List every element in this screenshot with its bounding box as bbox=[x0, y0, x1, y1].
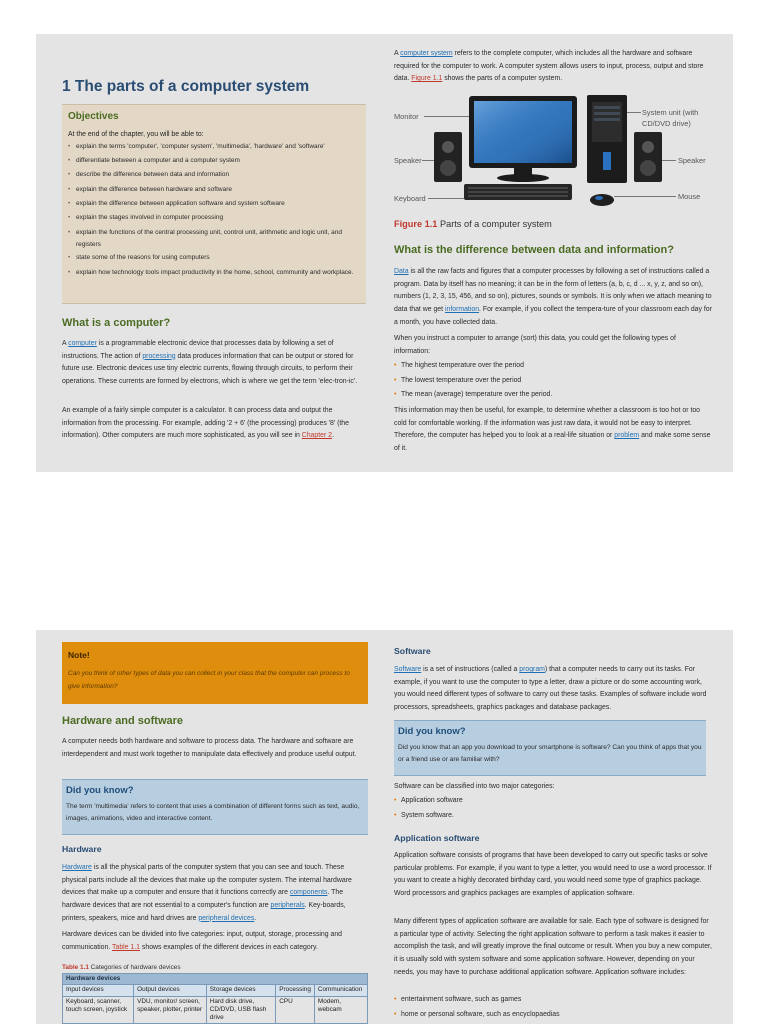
note-box bbox=[62, 642, 368, 704]
objectives-list bbox=[68, 140, 360, 279]
data-info-para-1: Data is all the raw facts and figures that a computer processes by following a set of instructions called a program. Data by itself has no meaning; it can be in the form of letters (a, b, c, d ... x, y, z, and so on), numbers (1, 2, 3, 15, 456, and so on), pictures, sounds or symbols. It is only when we attach meaning to data that we get information. For example, if you collect the tempera-ture of your classroom each day for a month, you have collected data. bbox=[394, 268, 712, 326]
link-components[interactable]: components bbox=[289, 889, 328, 897]
objective-item: • explain the difference between application software and system software bbox=[68, 197, 360, 211]
table-column-header: Storage devices bbox=[206, 985, 275, 996]
data-info-para-3: This information may then be useful, for example, to determine whether a classroom is too hot or too cold for comfortable working. If the information was just raw data, it would not be easy to interpret. Therefore, the computer has helped you to look at a real-life situation or problem and make some sense of it. bbox=[394, 407, 711, 453]
table-cell: CPU bbox=[276, 996, 315, 1024]
did-you-know-text: The term 'multimedia' refers to content that uses a combination of different forms such as text, audio, images, animations, video and interactive content. bbox=[66, 803, 360, 823]
table-column-header: Input devices bbox=[63, 985, 134, 996]
link-processing[interactable]: processing bbox=[142, 352, 176, 360]
objective-item: • state some of the reasons for using computers bbox=[68, 251, 360, 265]
objective-item: • explain how technology tools impact productivity in the home, school, community and workplace. bbox=[68, 265, 360, 279]
link-peripheral-devices[interactable]: peripheral devices bbox=[198, 914, 255, 922]
speaker-left-leader-line bbox=[422, 160, 434, 161]
link-computer[interactable]: computer bbox=[68, 340, 97, 347]
link-data[interactable]: Data bbox=[394, 268, 409, 275]
application-software-para-1: Application software consists of programs that have been developed to carry out specific tasks or solve particular problems. For example, if you want to type a letter, you would need to use a word processor. If you want to create a highly decorated birthday card, you would need some type of graphics package. Word processors and graphics packages are examples of application software. bbox=[394, 852, 712, 898]
software-para: Software is a set of instructions (called a program) that a computer needs to carry out its tasks. For example, if you want to use the computer to type a letter, draw a picture or do some accounting work, you would need different types of software to carry out these tasks. Examples of software include word processors, spreadsheets, graphics packages and database packages. bbox=[394, 666, 707, 712]
computer-system-intro: A computer system refers to the complete computer, which includes all the hardware and software required for the computer to work. A computer system allows users to input, process, output and store data. Figure 1.1 shows the parts of a computer system. bbox=[394, 50, 704, 83]
did-you-know-title: Did you know? bbox=[66, 785, 134, 796]
link-problem[interactable]: problem bbox=[614, 432, 640, 440]
page-1 bbox=[36, 34, 733, 472]
link-program[interactable]: program bbox=[519, 666, 545, 673]
table-column-header: Output devices bbox=[134, 985, 207, 996]
link-software[interactable]: Software bbox=[394, 666, 422, 673]
hardware-software-heading: Hardware and software bbox=[62, 715, 184, 727]
table-cell: Keyboard, scanner, touch screen, joystick bbox=[63, 996, 134, 1024]
page-2 bbox=[36, 630, 733, 1024]
application-software-list bbox=[394, 993, 712, 1022]
what-is-computer-heading: What is a computer? bbox=[62, 317, 171, 329]
hardware-para-1: Hardware is all the physical parts of the computer system that you can see and touch. These physical parts include all the devices that make up the computer system. The internal hardware devices that make up a computer and ensure that it functions correctly are components. The hardware devices that are not essential to a computer's function are peripherals. Key-boards, printers, speakers, mice and hard drives are peripheral devices. bbox=[62, 864, 352, 922]
list-item: • home or personal software, such as encyclopaedias bbox=[394, 1008, 712, 1023]
keyboard-leader-line bbox=[428, 198, 464, 199]
link-figure-1-1[interactable]: Figure 1.1 bbox=[411, 75, 443, 83]
link-chapter-2[interactable]: Chapter 2 bbox=[301, 432, 333, 440]
monitor-leader-line bbox=[424, 116, 469, 117]
link-information[interactable]: information bbox=[444, 306, 480, 314]
did-you-know-box-2 bbox=[394, 720, 706, 776]
list-item: • System software. bbox=[394, 809, 712, 824]
objectives-box bbox=[62, 104, 366, 304]
mouse-leader-line bbox=[614, 196, 676, 197]
objective-item: • differentiate between a computer and a computer system bbox=[68, 154, 360, 168]
application-software-heading: Application software bbox=[394, 833, 480, 843]
hardware-devices-table bbox=[62, 973, 368, 1024]
speaker-right-leader-line bbox=[662, 160, 676, 161]
objectives-title: Objectives bbox=[68, 111, 119, 122]
note-text: Can you think of other types of data you can collect in your class that the computer can process to give information? bbox=[68, 670, 350, 690]
link-computer-system[interactable]: computer system bbox=[400, 50, 453, 57]
computer-system-diagram bbox=[394, 92, 712, 210]
system-unit-leader-line bbox=[627, 112, 641, 113]
link-table-1-1[interactable]: Table 1.1 bbox=[112, 943, 141, 951]
label-keyboard: Keyboard bbox=[394, 194, 426, 203]
table-header: Hardware devices bbox=[63, 974, 368, 985]
list-item: • The mean (average) temperature over the period. bbox=[394, 388, 712, 403]
hardware-heading: Hardware bbox=[62, 844, 102, 854]
what-is-computer-para-2: An example of a fairly simple computer is a calculator. It can process data and output the information from the processing. For example, adding '2 + 6' (the processing) produces '8' (the information). Other computers are much more sophisticated, as you will see in Chapter 2. bbox=[62, 407, 349, 440]
did-you-know-box-1 bbox=[62, 779, 368, 835]
table-cell: VDU, monitor/ screen, speaker, plotter, printer bbox=[134, 996, 207, 1024]
software-categories-list bbox=[394, 794, 712, 823]
what-is-computer-para-1: A computer is a programmable electronic device that processes data by following a set of instructions. The action of processing data produces information that can be output or stored for future use. Electronic devices use tiny electric currents, flowing through circuits, to perform their operations. These currents are formed by electrons, which is where we get the term 'elec-tron-ic'. bbox=[62, 340, 358, 386]
objective-item: • explain the difference between hardware and software bbox=[68, 183, 360, 197]
table-column-header: Communication bbox=[314, 985, 367, 996]
link-hardware[interactable]: Hardware bbox=[62, 864, 92, 871]
link-peripherals[interactable]: peripherals bbox=[270, 902, 305, 910]
objectives-intro: At the end of the chapter, you will be able to: bbox=[68, 131, 204, 138]
label-speaker-left: Speaker bbox=[394, 156, 422, 165]
software-categories-intro: Software can be classified into two major categories: bbox=[394, 783, 555, 790]
did-you-know-text: Did you know that an app you download to your smartphone is software? Can you think of apps that you or a friend use or are familiar with? bbox=[398, 744, 702, 764]
table-row bbox=[63, 996, 368, 1024]
table-caption: Table 1.1 Categories of hardware devices bbox=[62, 964, 181, 971]
hardware-para-2: Hardware devices can be divided into five categories: input, output, storage, processing and communication. Table 1.1 shows examples of the different devices in each category. bbox=[62, 931, 343, 951]
label-mouse: Mouse bbox=[678, 192, 701, 201]
list-item: • entertainment software, such as games bbox=[394, 993, 712, 1008]
note-title: Note! bbox=[68, 650, 90, 660]
application-software-para-2: Many different types of application software are available for sale. Each type of software is designed for a particular type of activity. Selecting the right application software to perform a task makes it easier to accomplish the task, and will greatly improve the final outcome or result. When you buy a new computer, it is usually sold with system software and some application software. However, depending on your needs, you may have to purchase additional application software. Application software includes: bbox=[394, 918, 712, 976]
table-cell: Modem, webcam bbox=[314, 996, 367, 1024]
hardware-table-block bbox=[62, 964, 368, 1024]
label-monitor: Monitor bbox=[394, 112, 419, 121]
data-vs-information-heading: What is the difference between data and information? bbox=[394, 244, 674, 256]
software-heading: Software bbox=[394, 646, 431, 656]
objective-item: • describe the difference between data and information bbox=[68, 168, 360, 182]
figure-1-1-caption: Figure 1.1 Parts of a computer system bbox=[394, 219, 552, 229]
did-you-know-title: Did you know? bbox=[398, 726, 466, 737]
list-item: • The highest temperature over the period bbox=[394, 359, 712, 374]
information-types-list bbox=[394, 359, 712, 403]
objective-item: • explain the functions of the central processing unit, control unit, arithmetic and logic unit, and registers bbox=[68, 225, 360, 251]
chapter-title: 1 The parts of a computer system bbox=[62, 78, 310, 95]
objective-item: • explain the stages involved in computer processing bbox=[68, 211, 360, 225]
label-system-unit-1: System unit (with bbox=[642, 108, 699, 117]
objective-item: • explain the terms 'computer', 'computer system', 'multimedia', 'hardware' and 'software' bbox=[68, 140, 360, 154]
table-column-header: Processing bbox=[276, 985, 315, 996]
list-item: • Application software bbox=[394, 794, 712, 809]
list-item: • The lowest temperature over the period bbox=[394, 374, 712, 389]
hardware-software-para: A computer needs both hardware and software to process data. The hardware and software are interdependent and must work together to manipulate data effectively and produce useful output. bbox=[62, 738, 357, 758]
label-system-unit-2: CD/DVD drive) bbox=[642, 119, 691, 128]
label-speaker-right: Speaker bbox=[678, 156, 706, 165]
data-info-para-2: When you instruct a computer to arrange (sort) this data, you could get the following types of information: bbox=[394, 335, 676, 355]
table-cell: Hard disk drive, CD/DVD, USB flash drive bbox=[206, 996, 275, 1024]
